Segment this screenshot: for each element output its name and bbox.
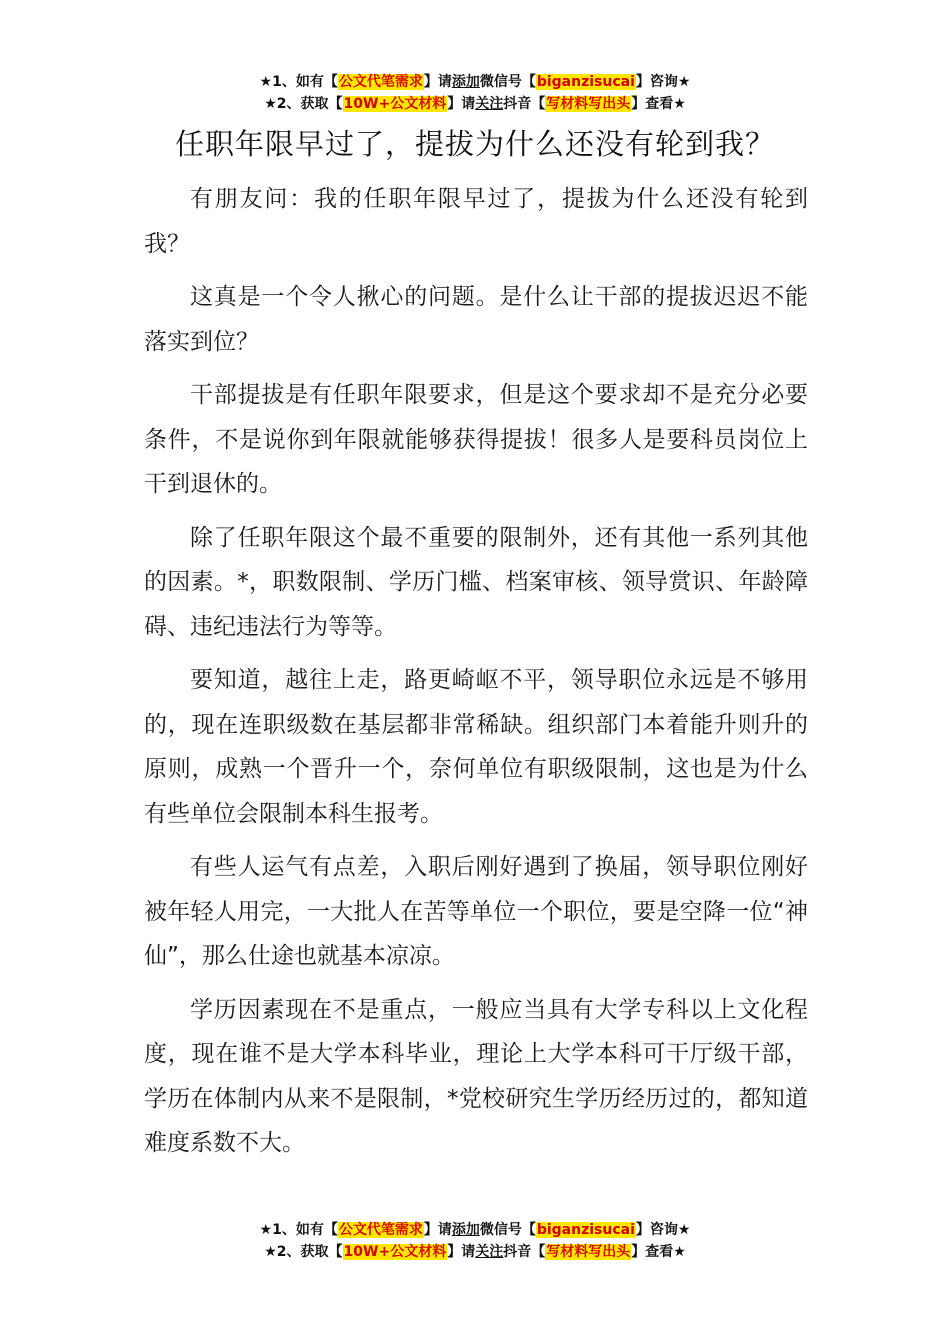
banner-text: 2、获取【 [276, 96, 343, 112]
highlight-service: 公文代笔需求 [338, 74, 423, 90]
paragraph: 学历因素现在不是重点，一般应当具有大学专科以上文化程度，现在谁不是大学本科毕业，理论上大学本科可干厅级干部，学历在体制内从来不是限制，*党校研究生学历经历过的，都知道难度系数不大。 [144, 996, 808, 1156]
star-icon: ★ [264, 1244, 277, 1260]
banner-text: 】查看★ [631, 96, 686, 112]
banner-line-1 [0, 1219, 950, 1241]
banner-text: 抖音【 [503, 1244, 546, 1260]
highlight-materials: 10W+公文材料 [343, 1244, 447, 1260]
banner-text: 微信号【 [479, 1222, 536, 1238]
paragraph: 干部提拔是有任职年限要求，但是这个要求却不是充分必要条件，不是说你到年限就能够获得提拔！很多人是要科员岗位上干到退休的。 [144, 382, 808, 497]
banner-text: 】请 [447, 96, 476, 112]
banner-text: 】请 [423, 74, 452, 90]
banner-text: 】查看★ [631, 1244, 686, 1260]
star-icon: ★ [259, 74, 273, 90]
star-icon: ★ [259, 1222, 273, 1238]
underlined-word: 关注 [475, 96, 504, 112]
header-banner [0, 71, 950, 115]
paragraph: 除了任职年限这个最不重要的限制外，还有其他一系列其他的因素。*，职数限制、学历门槛、档案审核、领导赏识、年龄障碍、违纪违法行为等等。 [144, 524, 808, 640]
highlight-service: 公文代笔需求 [338, 1222, 423, 1238]
paragraph: 有朋友问：我的任职年限早过了，提拔为什么还没有轮到我？ [144, 186, 808, 257]
banner-line-1 [0, 71, 950, 93]
banner-text: 微信号【 [479, 74, 536, 90]
highlight-douyin-account: 写材料写出头 [546, 96, 631, 112]
banner-text: 1、如有【 [272, 74, 338, 90]
document-title: 任职年限早过了，提拔为什么还没有轮到我？ [174, 127, 775, 161]
highlight-wechat-id: biganzisucai [536, 1222, 635, 1238]
banner-text: 1、如有【 [272, 1222, 338, 1238]
star-icon: ★ [264, 96, 277, 112]
highlight-materials: 10W+公文材料 [343, 96, 447, 112]
banner-text: 2、获取【 [276, 1244, 343, 1260]
banner-text: 】咨询★ [635, 74, 691, 90]
underlined-word: 添加 [451, 1222, 480, 1238]
document-body [144, 177, 808, 1175]
footer-banner [0, 1219, 950, 1263]
banner-line-2 [0, 93, 950, 115]
banner-line-2 [0, 1241, 950, 1263]
paragraph: 有些人运气有点差，入职后刚好遇到了换届，领导职位刚好被年轻人用完，一大批人在苦等单位一个职位，要是空降一位“神仙”，那么仕途也就基本凉凉。 [144, 854, 808, 969]
banner-text: 】请 [447, 1244, 476, 1260]
highlight-wechat-id: biganzisucai [536, 74, 635, 90]
paragraph: 要知道，越往上走，路更崎岖不平，领导职位永远是不够用的，现在连职级数在基层都非常稀缺。组织部门本着能升则升的原则，成熟一个晋升一个，奈何单位有职级限制，这也是为什么有些单位会限制本科生报考。 [144, 667, 808, 827]
paragraph: 这真是一个令人揪心的问题。是什么让干部的提拔迟迟不能落实到位？ [144, 284, 808, 355]
highlight-douyin-account: 写材料写出头 [546, 1244, 631, 1260]
banner-text: 】咨询★ [635, 1222, 691, 1238]
underlined-word: 关注 [475, 1244, 504, 1260]
underlined-word: 添加 [451, 74, 480, 90]
banner-text: 】请 [423, 1222, 452, 1238]
banner-text: 抖音【 [503, 96, 546, 112]
